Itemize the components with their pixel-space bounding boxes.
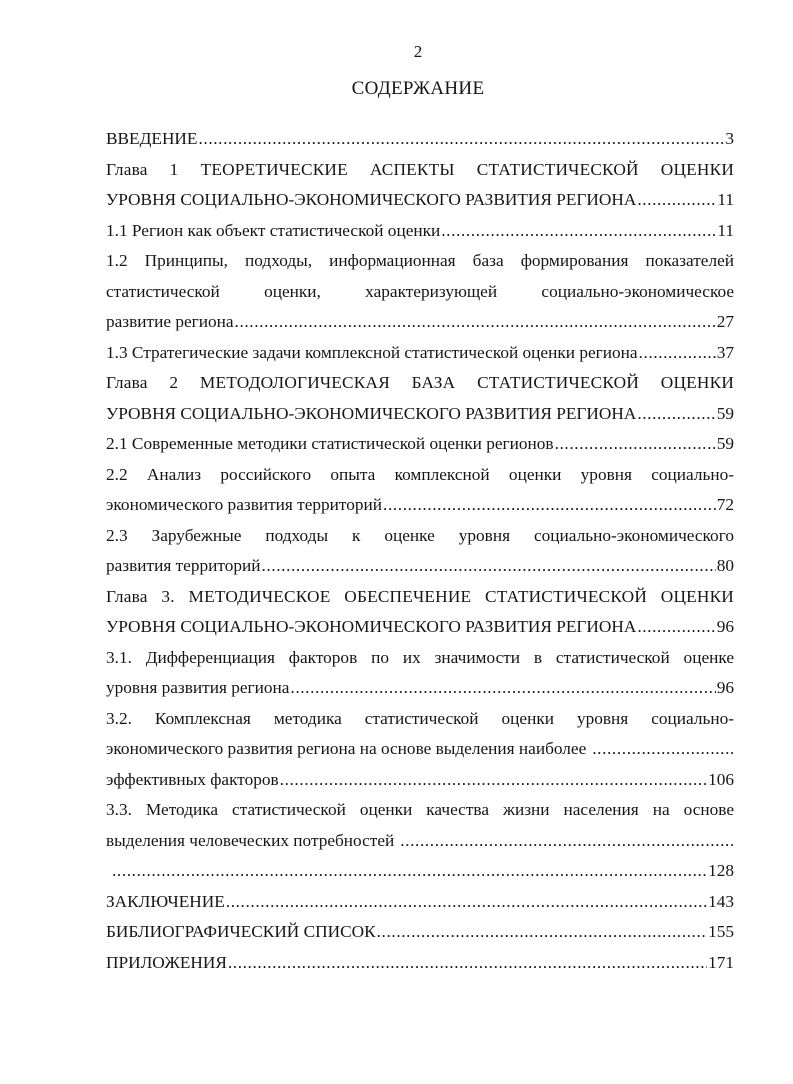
toc-entry-section-1-1[interactable]	[106, 216, 734, 247]
dot-leader	[592, 734, 733, 765]
toc-entry-section-2-3[interactable]	[106, 551, 734, 582]
toc-entry-section-3-1[interactable]	[106, 673, 734, 704]
toc-section-3-2-line-2[interactable]	[106, 734, 734, 765]
dot-leader	[198, 124, 724, 155]
dot-leader	[637, 185, 716, 216]
toc-entry-text: УРОВНЯ СОЦИАЛЬНО-ЭКОНОМИЧЕСКОГО РАЗВИТИЯ РЕГИОНА	[106, 403, 637, 423]
dot-leader	[280, 765, 707, 796]
toc-entry-chapter-2[interactable]	[106, 399, 734, 430]
toc-entry-chapter-3[interactable]	[106, 612, 734, 643]
toc-section-3-3-line-2[interactable]	[106, 826, 734, 857]
toc-page-number: 155	[708, 922, 734, 941]
toc-section-1-2-line-2[interactable]: статистической оценки, характеризующей социально-экономическое	[106, 281, 734, 301]
toc-entry-text: выделения человеческих потребностей	[106, 830, 395, 850]
toc-entry-text: экономического развития региона на основе выделения наиболее	[106, 739, 587, 758]
dot-leader	[377, 917, 707, 948]
toc-entry-section-3-2[interactable]	[106, 765, 734, 796]
dot-leader	[555, 429, 716, 460]
dot-leader	[639, 338, 716, 369]
dot-leader	[383, 490, 716, 521]
toc-section-2-3-line-1[interactable]: 2.3 Зарубежные подходы к оценке уровня социально-экономического	[106, 525, 734, 545]
page-title: СОДЕРЖАНИЕ	[351, 78, 485, 99]
dot-leader	[637, 612, 715, 643]
toc-entry-bibliography[interactable]	[106, 917, 734, 948]
dot-leader	[400, 826, 733, 857]
toc-chapter-3-heading[interactable]: Глава 3. МЕТОДИЧЕСКОЕ ОБЕСПЕЧЕНИЕ СТАТИСТИЧЕСКОЙ ОЦЕНКИ	[106, 586, 734, 606]
toc-page-number: 96	[716, 678, 734, 697]
dot-leader	[290, 673, 715, 704]
dot-leader	[112, 856, 707, 887]
toc-entry-conclusion[interactable]	[106, 887, 734, 918]
toc-page-number: 171	[708, 952, 734, 972]
toc-entry-section-3-3[interactable]	[106, 856, 734, 887]
dot-leader	[261, 551, 715, 582]
toc-entry-section-2-1[interactable]	[106, 429, 734, 460]
toc-page-number: 96	[716, 617, 734, 636]
toc-section-3-2-line-1[interactable]: 3.2. Комплексная методика статистической оценки уровня социально-	[106, 708, 734, 728]
dot-leader	[441, 216, 716, 247]
toc-page-number: 106	[708, 769, 734, 789]
toc-section-1-2-line-1[interactable]: 1.2 Принципы, подходы, информационная база формирования показателей	[106, 251, 734, 270]
toc-entry-section-2-2[interactable]	[106, 490, 734, 521]
toc-entry-text: БИБЛИОГРАФИЧЕСКИЙ СПИСОК	[106, 922, 376, 941]
toc-page-number: 143	[708, 891, 734, 911]
toc-entry-text: развитие региона	[106, 312, 234, 331]
toc-section-3-1-line-1[interactable]: 3.1. Дифференциация факторов по их значимости в статистической оценке	[106, 647, 734, 667]
toc-page-number: 72	[716, 495, 734, 514]
toc-page-number: 11	[717, 220, 734, 240]
toc-entry-section-1-3[interactable]	[106, 338, 734, 369]
toc-entry-text: ЗАКЛЮЧЕНИЕ	[106, 891, 225, 911]
toc-entry-text: УРОВНЯ СОЦИАЛЬНО-ЭКОНОМИЧЕСКОГО РАЗВИТИЯ РЕГИОНА	[106, 617, 637, 636]
toc-entry-text: 1.3 Стратегические задачи комплексной статистической оценки региона	[106, 342, 638, 362]
toc-page-number: 128	[708, 861, 734, 880]
toc-entry-text: ПРИЛОЖЕНИЯ	[106, 952, 227, 972]
toc-chapter-1-heading[interactable]: Глава 1 ТЕОРЕТИЧЕСКИЕ АСПЕКТЫ СТАТИСТИЧЕСКОЙ ОЦЕНКИ	[106, 159, 734, 179]
toc-page-number: 59	[716, 434, 734, 453]
toc-entry-text: 2.1 Современные методики статистической оценки регионов	[106, 434, 554, 453]
table-of-contents	[106, 124, 734, 978]
toc-entry-text: развития территорий	[106, 556, 261, 575]
toc-entry-chapter-1[interactable]	[106, 185, 734, 216]
toc-entry-introduction[interactable]	[106, 124, 734, 155]
toc-chapter-2-heading[interactable]: Глава 2 МЕТОДОЛОГИЧЕСКАЯ БАЗА СТАТИСТИЧЕСКОЙ ОЦЕНКИ	[106, 373, 734, 392]
dot-leader	[235, 307, 716, 338]
toc-page-number: 80	[716, 556, 734, 575]
toc-entry-text: уровня развития региона	[106, 678, 290, 697]
toc-entry-text: УРОВНЯ СОЦИАЛЬНО-ЭКОНОМИЧЕСКОГО РАЗВИТИЯ РЕГИОНА	[106, 190, 637, 209]
toc-page-number: 11	[717, 190, 734, 209]
toc-section-3-3-line-1[interactable]: 3.3. Методика статистической оценки качества жизни населения на основе	[106, 800, 734, 819]
toc-entry-appendices[interactable]	[106, 948, 734, 979]
dot-leader	[228, 948, 707, 979]
toc-entry-text: 1.1 Регион как объект статистической оценки	[106, 220, 441, 240]
toc-page-number: 27	[716, 312, 734, 331]
toc-entry-text: экономического развития территорий	[106, 495, 383, 514]
toc-section-2-2-line-1[interactable]: 2.2 Анализ российского опыта комплексной оценки уровня социально-	[106, 464, 734, 484]
toc-page-number: 59	[716, 403, 734, 423]
toc-page-number: 37	[716, 342, 734, 362]
toc-entry-text: ВВЕДЕНИЕ	[106, 129, 198, 148]
toc-entry-section-1-2[interactable]	[106, 307, 734, 338]
page-number: 2	[413, 42, 423, 61]
dot-leader	[226, 887, 707, 918]
dot-leader	[637, 399, 715, 430]
toc-page-number: 3	[725, 129, 734, 148]
toc-entry-text: эффективных факторов	[106, 769, 279, 789]
